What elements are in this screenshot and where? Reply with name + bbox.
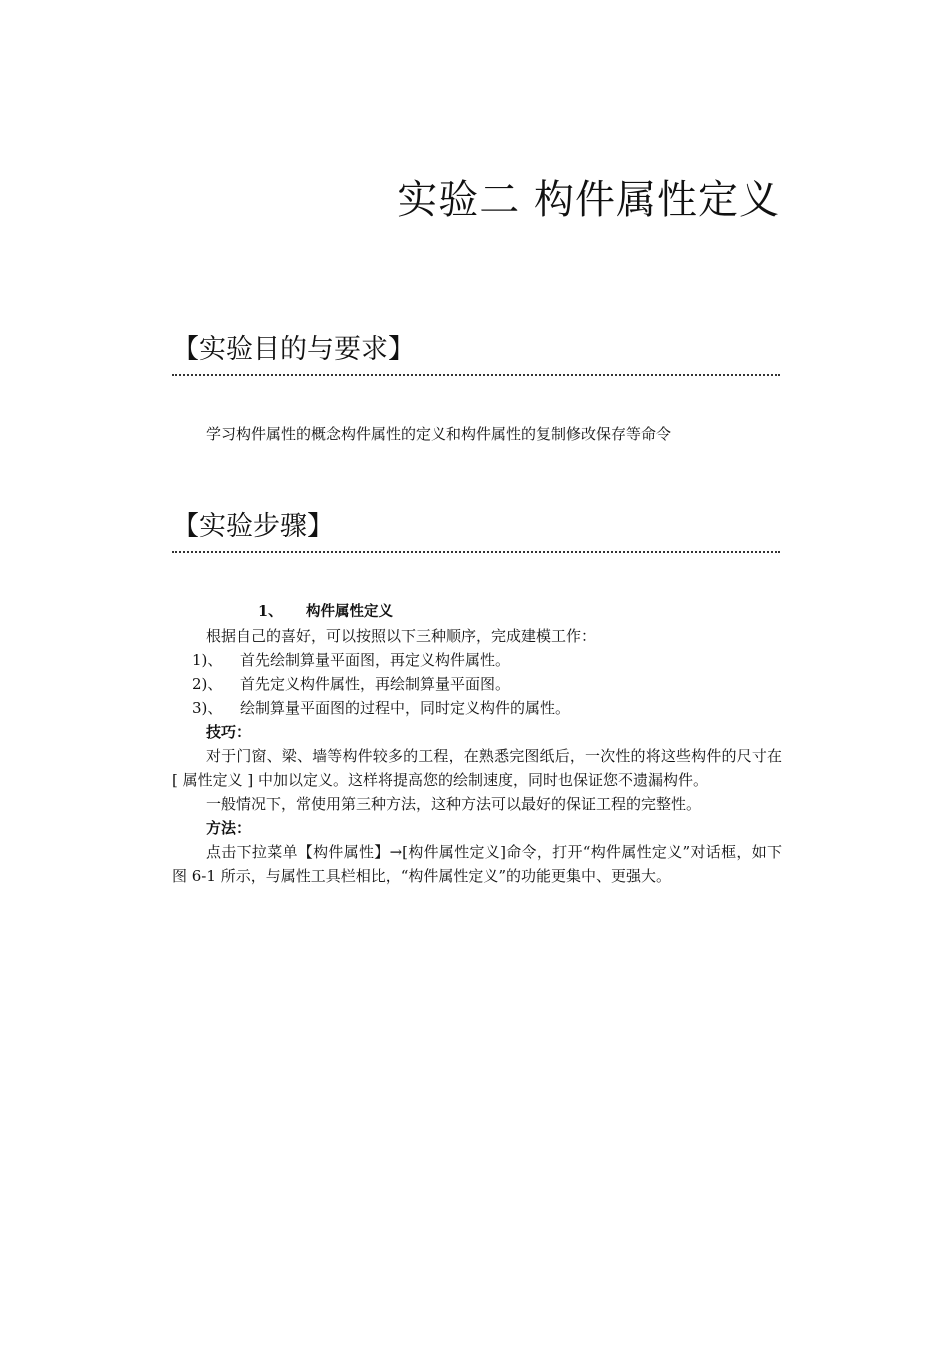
list-item <box>172 696 782 720</box>
list-item <box>172 672 782 696</box>
list-item-number: 3)、 <box>192 699 223 717</box>
list-item-text: 首先定义构件属性，再绘制算量平面图。 <box>240 675 511 693</box>
list-item-text: 首先绘制算量平面图，再定义构件属性。 <box>240 651 511 669</box>
section-heading-purpose: 【实验目的与要求】 <box>172 327 780 376</box>
list-item-number: 2)、 <box>192 675 223 693</box>
list-item-number: 1)、 <box>192 651 223 669</box>
general-paragraph: 一般情况下，常使用第三种方法，这种方法可以最好的保证工程的完整性。 <box>206 795 702 813</box>
list-item <box>172 648 782 672</box>
purpose-text: 学习构件属性的概念构件属性的定义和构件属性的复制修改保存等命令 <box>206 425 672 443</box>
method-paragraph: 点击下拉菜单【构件属性】→[构件属性定义]命令，打开“构件属性定义”对话框，如下图 6-1 所示，与属性工具栏相比，“构件属性定义”的功能更集中、更强大。 <box>172 843 782 885</box>
tip-label: 技巧： <box>206 723 252 741</box>
step-subheading <box>172 600 782 624</box>
section-heading-steps: 【实验步骤】 <box>172 504 780 553</box>
intro-paragraph: 根据自己的喜好，可以按照以下三种顺序，完成建模工作： <box>206 627 597 645</box>
tip-paragraph: 对于门窗、梁、墙等构件较多的工程，在熟悉完图纸后，一次性的将这些构件的尺寸在 [ 属性定义 ] 中加以定义。这样将提高您的绘制速度，同时也保证您不遗漏构件。 <box>172 747 782 789</box>
list-item-text: 绘制算量平面图的过程中，同时定义构件的属性。 <box>240 699 571 717</box>
step-title: 构件属性定义 <box>306 603 393 620</box>
step-number: 1、 <box>258 603 283 620</box>
page-title: 实验二 构件属性定义 <box>397 177 780 223</box>
method-label: 方法： <box>206 819 252 837</box>
steps-content <box>172 600 782 888</box>
